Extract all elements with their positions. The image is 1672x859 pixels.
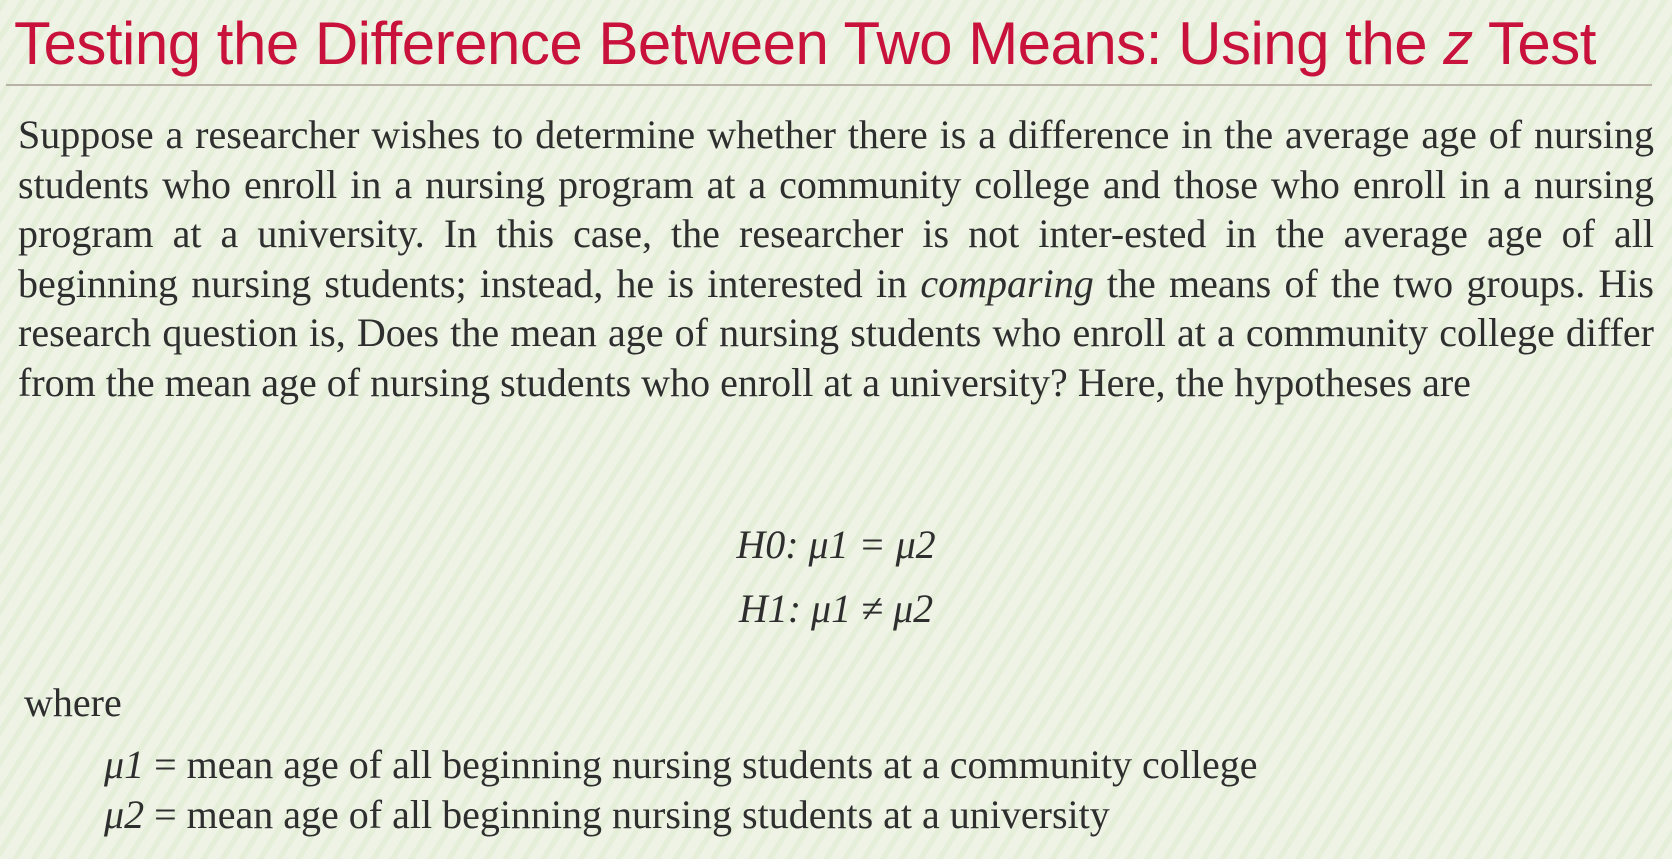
title-divider [6, 84, 1652, 86]
definition-mu1 [104, 740, 1257, 790]
title-text: Testing the Difference Between Two Means: Using the [14, 10, 1444, 77]
title-z-variable: z [1443, 10, 1473, 77]
section-title [14, 6, 1596, 82]
definition-text: = mean age of all beginning nursing students at a community college [154, 742, 1258, 787]
definition-text: = mean age of all beginning nursing students at a university [154, 792, 1110, 837]
where-label: where [24, 680, 122, 725]
definition-symbol: μ2 [104, 792, 145, 837]
paragraph-text-1: Suppose a researcher wishes to determine whether there is a difference in the average age of nursing students who enroll in a nursing program at a community college and those who enroll in a nursing program at a university. In this case, the researcher is not inter-ested in the average age of all beginning nursing students; instead, he is interested in [18, 112, 1654, 306]
body-paragraph [18, 110, 1654, 407]
definition-symbol: μ1 [104, 742, 145, 787]
title-test-word: Test [1472, 10, 1596, 77]
paragraph-text-2: the means of the two groups. His research question is, Does the mean age of nursing students who enroll at a community college differ from the mean age of nursing students who enroll at a university? Here, the hypotheses are [18, 260, 1654, 405]
definition-mu2 [104, 790, 1110, 840]
alternative-hypothesis: H1: μ1 ≠ μ2 [738, 586, 934, 631]
paragraph-emphasis: comparing [920, 260, 1094, 306]
null-hypothesis: H0: μ1 = μ2 [736, 522, 936, 567]
